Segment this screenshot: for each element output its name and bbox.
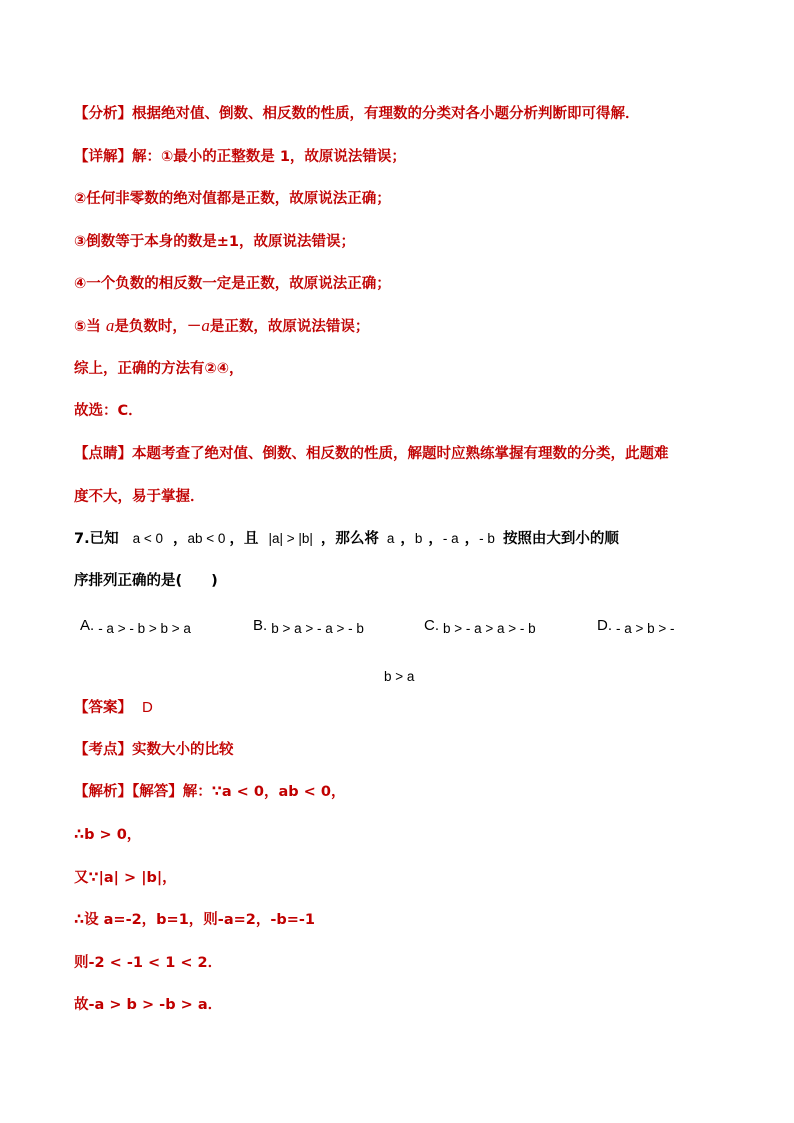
analysis-tag: 【分析】: [74, 106, 132, 122]
detail-item-4: ④一个负数的相反数一定是正数，故原说法正确；: [74, 276, 391, 292]
analysis-text: 根据绝对值、倒数、相反数的性质，有理数的分类对各小题分析判断即可得解．: [132, 106, 640, 122]
solution-line-6: 故-a > b > -b > a．: [74, 997, 223, 1013]
option-b[interactable]: [253, 619, 364, 639]
question-var-a: a: [386, 531, 395, 546]
detail-item-5-var-a2: a: [201, 316, 210, 335]
solution-tag: 【解析】【解答】: [74, 784, 183, 800]
solution-line-3: 又∵|a| > |b|，: [74, 870, 177, 886]
question-comma-2: ，: [400, 531, 415, 547]
comment-line-1: [74, 444, 669, 464]
question-prefix: 7.已知: [74, 531, 119, 547]
solution-line-4: ∴设 a=-2，b=1，则-a=2，-b=-1: [74, 912, 315, 928]
question-comma-1: ，: [173, 531, 188, 547]
solution-line-5: 则-2 < -1 < 1 < 2．: [74, 955, 223, 971]
detail-intro-line: [74, 147, 406, 167]
detail-item-5-var-a: a: [105, 316, 115, 335]
topic-tag: 【考点】: [74, 742, 132, 758]
detail-item-2: ②任何非零数的绝对值都是正数，故原说法正确；: [74, 191, 391, 207]
detail-item-3: ③倒数等于本身的数是±1，故原说法错误；: [74, 234, 356, 250]
question-comma-3: ，: [428, 531, 443, 547]
comment-tag: 【点睛】: [74, 446, 132, 462]
topic-line: [74, 740, 234, 760]
detail-item-5-mid: 是负数时，－: [114, 319, 202, 335]
option-d-letter: D.: [597, 617, 612, 634]
option-d-expr-wrap: b > a: [384, 669, 415, 684]
detail-summary: 综上，正确的方法有②④，: [74, 361, 244, 377]
question-var-neg-b: - b: [479, 531, 495, 546]
option-c[interactable]: [424, 619, 536, 639]
question-var-neg-a: - a: [442, 531, 459, 546]
option-a-expr: - a > - b > b > a: [98, 621, 191, 636]
question-cond-3: |a| > |b|: [268, 531, 313, 546]
answer-line: [74, 698, 153, 718]
comment-line-2: 度不大，易于掌握．: [74, 489, 205, 505]
answer-value: D: [142, 699, 153, 716]
solution-line-1: [74, 782, 345, 802]
option-c-expr: b > - a > a > - b: [443, 621, 536, 636]
question-suffix-1: 按照由大到小的顺: [502, 531, 619, 547]
question-and: ，且: [229, 531, 259, 547]
comment-text-1: 本题考查了绝对值、倒数、相反数的性质，解题时应熟练掌握有理数的分类，此题难: [132, 446, 669, 462]
option-d-wrap: [384, 667, 414, 687]
question-line-1: [74, 529, 619, 549]
option-b-expr: b > a > - a > - b: [271, 621, 364, 636]
detail-item-5-post: 是正数，故原说法错误；: [209, 319, 370, 335]
option-d-expr: - a > b > -: [616, 621, 675, 636]
analysis-line: [74, 104, 640, 124]
detail-item-5-pre: ⑤当: [74, 319, 106, 335]
detail-choice: 故选：C．: [74, 403, 143, 419]
topic-value: 实数大小的比较: [132, 742, 234, 758]
question-line-2: 序排列正确的是( ): [74, 573, 218, 589]
answer-tag: 【答案】: [74, 700, 132, 716]
detail-tag: 【详解】: [74, 149, 132, 165]
question-comma-4: ，: [464, 531, 480, 547]
detail-item-5: [74, 316, 369, 337]
option-b-letter: B.: [253, 617, 268, 634]
option-c-letter: C.: [424, 617, 439, 634]
detail-intro: 解：①最小的正整数是 1，故原说法错误；: [132, 149, 406, 165]
option-d[interactable]: [597, 619, 675, 639]
option-a[interactable]: [80, 619, 191, 639]
solution-text-1: 解：∵a < 0，ab < 0，: [182, 784, 346, 800]
question-cond-1: a < 0: [132, 531, 164, 546]
question-var-b: b: [414, 531, 423, 546]
question-cond-2: ab < 0: [187, 531, 226, 546]
option-a-letter: A.: [80, 617, 95, 634]
question-then: ，那么将: [320, 531, 379, 547]
solution-line-2: ∴b > 0，: [74, 827, 142, 843]
